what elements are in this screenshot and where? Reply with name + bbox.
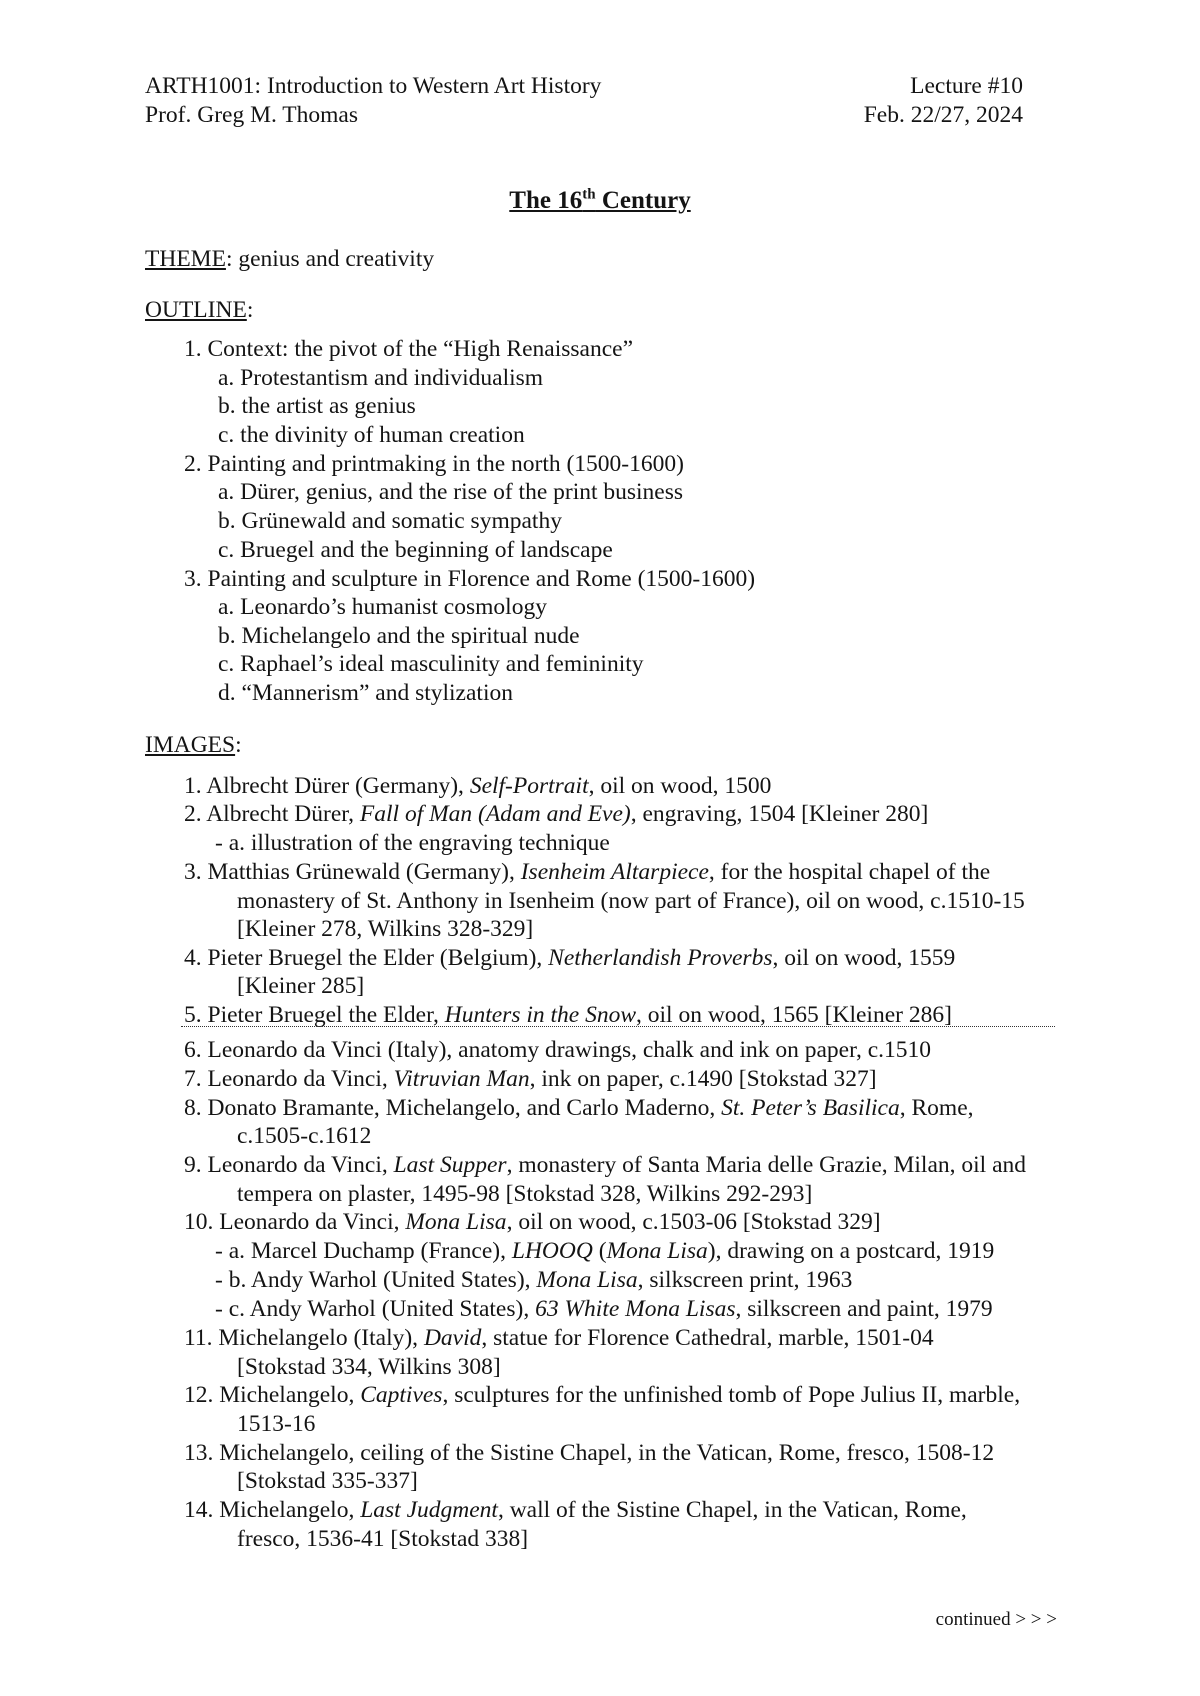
- artwork-title: St. Peter’s Basilica: [721, 1095, 900, 1121]
- entry-text: 3. Matthias Grünewald (Germany),: [184, 859, 521, 885]
- image-entry: [184, 1439, 994, 1468]
- entry-text: , oil on wood, 1500: [588, 773, 772, 799]
- images-heading: [145, 731, 242, 760]
- image-entry: [184, 1036, 931, 1065]
- image-entry-continuation: [237, 972, 364, 1001]
- entry-text: 8. Donato Bramante, Michelangelo, and Carlo Maderno,: [184, 1095, 722, 1121]
- header-row-1: [145, 72, 1023, 101]
- outline-item: 3. Painting and sculpture in Florence and Rome (1500-1600): [184, 566, 756, 592]
- header-row-2: [145, 101, 1023, 130]
- entry-text: 5. Pieter Bruegel the Elder,: [184, 1002, 445, 1028]
- image-subentry: [215, 1295, 993, 1324]
- title-prefix: The 16: [509, 187, 583, 214]
- continued-note: continued > > >: [935, 1609, 1057, 1630]
- artwork-title: Last Supper: [393, 1152, 507, 1178]
- image-entry-continuation: [237, 887, 1025, 916]
- entry-text: , silkscreen print, 1963: [637, 1267, 853, 1293]
- theme-text: : genius and creativity: [225, 246, 435, 272]
- course-title: ARTH1001: Introduction to Western Art History: [145, 73, 602, 99]
- artwork-title: Netherlandish Proverbs: [548, 945, 773, 971]
- outline-subitem: b. the artist as genius: [218, 393, 416, 419]
- artwork-title: Isenheim Altarpiece: [520, 859, 709, 885]
- lecture-number: Lecture #10: [910, 73, 1023, 99]
- entry-text: , for the hospital chapel of the: [708, 859, 991, 885]
- entry-text: [Stokstad 334, Wilkins 308]: [237, 1354, 501, 1380]
- image-entry-continuation: [237, 915, 533, 944]
- entry-text: fresco, 1536-41 [Stokstad 338]: [237, 1526, 529, 1552]
- outline-subitem: d. “Mannerism” and stylization: [218, 680, 513, 706]
- outline-item: 2. Painting and printmaking in the north (1500-1600): [184, 451, 684, 477]
- image-entry: [184, 800, 928, 829]
- artwork-title: Hunters in the Snow: [444, 1002, 637, 1028]
- entry-text: 12. Michelangelo,: [184, 1382, 361, 1408]
- theme-label: THEME: [145, 246, 226, 272]
- artwork-title: Captives: [360, 1382, 443, 1408]
- outline-colon: :: [246, 297, 254, 323]
- artwork-title: Vitruvian Man: [393, 1066, 530, 1092]
- image-entry: [184, 1094, 974, 1123]
- section-divider: [181, 1026, 1055, 1027]
- image-entry-continuation: [237, 1353, 501, 1382]
- entry-text: , oil on wood, c.1503-06 [Stokstad 329]: [506, 1209, 881, 1235]
- entry-text: , engraving, 1504 [Kleiner 280]: [630, 801, 929, 827]
- image-entry: [184, 944, 955, 973]
- images-label: IMAGES: [145, 732, 236, 758]
- entry-text: 1. Albrecht Dürer (Germany),: [184, 773, 470, 799]
- entry-text: - b. Andy Warhol (United States),: [215, 1267, 537, 1293]
- outline-subitem: a. Protestantism and individualism: [218, 365, 544, 391]
- entry-text: - a. illustration of the engraving technique: [215, 830, 610, 856]
- image-entry: [184, 1065, 877, 1094]
- artwork-title: Fall of Man (Adam and Eve): [359, 801, 631, 827]
- entry-text: 1513-16: [237, 1411, 316, 1437]
- entry-text: , monastery of Santa Maria delle Grazie, Milan, oil and: [506, 1152, 1027, 1178]
- entry-text: ), drawing on a postcard, 1919: [707, 1238, 995, 1264]
- artwork-title: 63 White Mona Lisas: [535, 1296, 736, 1322]
- entry-text: 6. Leonardo da Vinci (Italy), anatomy drawings, chalk and ink on paper, c.1510: [184, 1037, 932, 1063]
- entry-text: , oil on wood, 1565 [Kleiner 286]: [636, 1002, 952, 1028]
- entry-text: 13. Michelangelo, ceiling of the Sistine Chapel, in the Vatican, Rome, fresco, 1508-12: [184, 1440, 995, 1466]
- artwork-title: LHOOQ: [511, 1238, 593, 1264]
- images-colon: :: [235, 732, 242, 758]
- entry-text: [Stokstad 335-337]: [237, 1468, 418, 1494]
- entry-text: [Kleiner 278, Wilkins 328-329]: [237, 916, 534, 942]
- outline-subitem: a. Leonardo’s humanist cosmology: [218, 594, 547, 620]
- image-entry: [184, 1208, 881, 1237]
- artwork-title: Mona Lisa: [405, 1209, 507, 1235]
- entry-text: , ink on paper, c.1490 [Stokstad 327]: [529, 1066, 877, 1092]
- image-entry: [184, 1324, 934, 1353]
- artwork-title: David: [423, 1325, 482, 1351]
- entry-text: , Rome,: [899, 1095, 974, 1121]
- entry-text: 9. Leonardo da Vinci,: [184, 1152, 394, 1178]
- outline-subitem: b. Grünewald and somatic sympathy: [218, 508, 562, 534]
- outline-subitem: c. the divinity of human creation: [218, 422, 525, 448]
- entry-text: 2. Albrecht Dürer,: [184, 801, 360, 827]
- professor-name: Prof. Greg M. Thomas: [145, 102, 359, 128]
- entry-text: , oil on wood, 1559: [772, 945, 956, 971]
- outline-heading: [145, 296, 253, 325]
- outline-subitem: b. Michelangelo and the spiritual nude: [218, 623, 580, 649]
- theme-line: [145, 245, 434, 274]
- entry-text: 11. Michelangelo (Italy),: [184, 1325, 424, 1351]
- entry-text: monastery of St. Anthony in Isenheim (now part of France), oil on wood, c.1510-15: [237, 888, 1025, 914]
- image-entry-continuation: [237, 1525, 528, 1554]
- entry-text: , wall of the Sistine Chapel, in the Vatican, Rome,: [497, 1497, 967, 1523]
- entry-text: (: [592, 1238, 607, 1264]
- outline-subitem: c. Bruegel and the beginning of landscape: [218, 537, 613, 563]
- outline-item: 1. Context: the pivot of the “High Renaissance”: [184, 336, 634, 362]
- artwork-title: Mona Lisa: [536, 1267, 638, 1293]
- entry-text: , sculptures for the unfinished tomb of Pope Julius II, marble,: [442, 1382, 1021, 1408]
- image-subentry: [215, 829, 610, 858]
- entry-text: 7. Leonardo da Vinci,: [184, 1066, 394, 1092]
- outline-subitem: c. Raphael’s ideal masculinity and femininity: [218, 651, 644, 677]
- page-title: [0, 187, 1200, 216]
- image-subentry: [215, 1237, 994, 1266]
- entry-text: , silkscreen and paint, 1979: [735, 1296, 993, 1322]
- image-entry-continuation: [237, 1180, 812, 1209]
- entry-text: 4. Pieter Bruegel the Elder (Belgium),: [184, 945, 549, 971]
- artwork-title: Last Judgment: [360, 1497, 498, 1523]
- image-entry: [184, 1381, 1020, 1410]
- entry-text: - a. Marcel Duchamp (France),: [215, 1238, 512, 1264]
- artwork-title: Mona Lisa: [606, 1238, 708, 1264]
- entry-text: - c. Andy Warhol (United States),: [215, 1296, 536, 1322]
- outline-subitem: a. Dürer, genius, and the rise of the print business: [218, 479, 684, 505]
- entry-text: tempera on plaster, 1495-98 [Stokstad 328, Wilkins 292-293]: [237, 1181, 813, 1207]
- image-entry: [184, 858, 990, 887]
- title-suffix: Century: [595, 187, 691, 214]
- entry-text: , statue for Florence Cathedral, marble, 1501-04: [481, 1325, 934, 1351]
- artwork-title: Self-Portrait: [469, 773, 589, 799]
- entry-text: [Kleiner 285]: [237, 973, 365, 999]
- lecture-date: Feb. 22/27, 2024: [863, 102, 1023, 128]
- image-subentry: [215, 1266, 852, 1295]
- entry-text: c.1505-c.1612: [237, 1123, 372, 1149]
- image-entry: [184, 1151, 1026, 1180]
- entry-text: 10. Leonardo da Vinci,: [184, 1209, 406, 1235]
- entry-text: 14. Michelangelo,: [184, 1497, 361, 1523]
- image-entry: [184, 1496, 967, 1525]
- image-entry: [184, 772, 771, 801]
- title-superscript: th: [582, 186, 596, 203]
- image-entry-continuation: [237, 1122, 371, 1151]
- image-entry-continuation: [237, 1410, 315, 1439]
- outline-label: OUTLINE: [145, 297, 247, 323]
- image-entry-continuation: [237, 1467, 418, 1496]
